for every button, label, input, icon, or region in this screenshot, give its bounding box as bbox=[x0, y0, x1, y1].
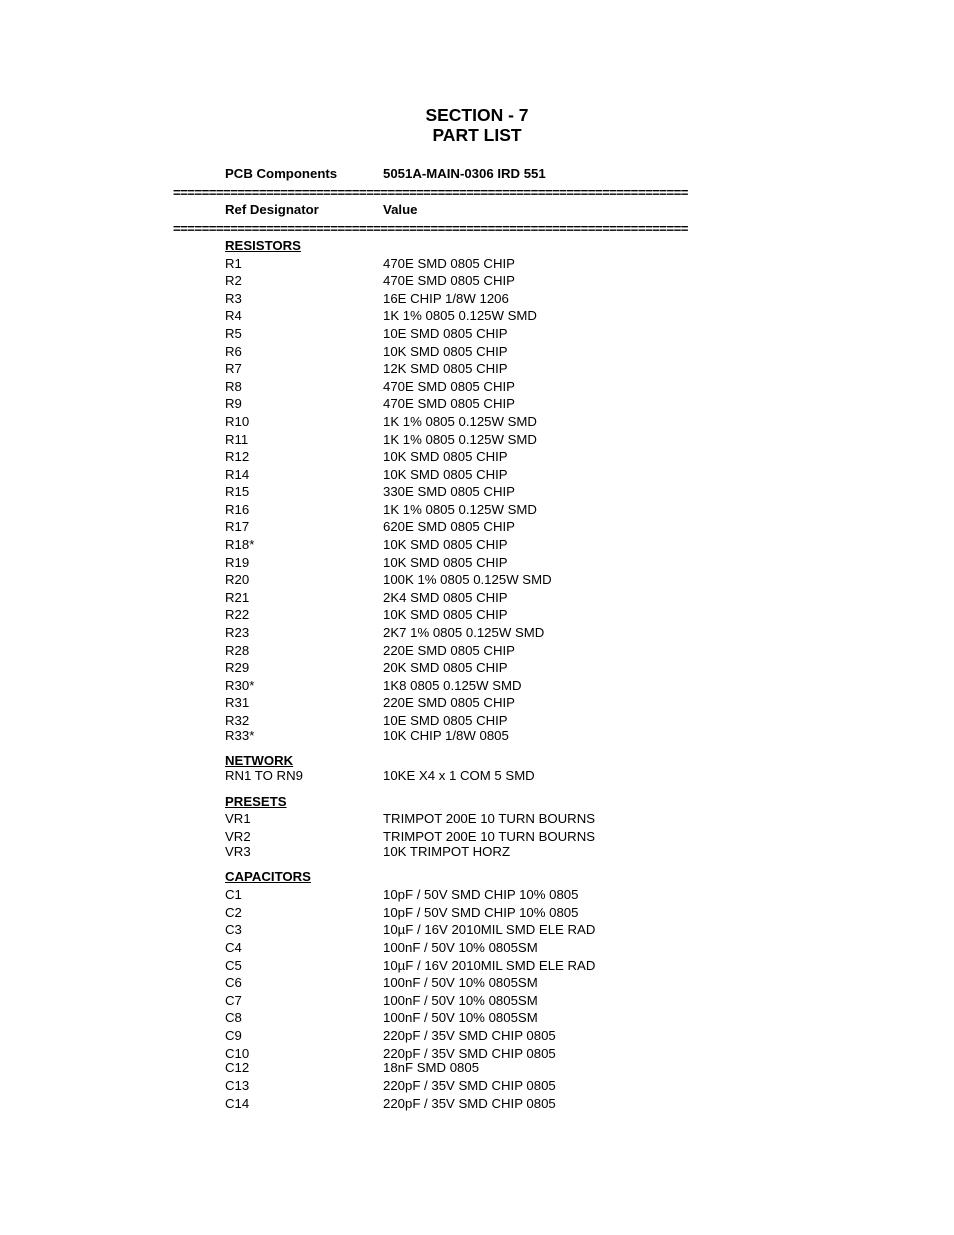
ref-designator: R29 bbox=[225, 660, 250, 675]
ref-designator: R2 bbox=[225, 273, 242, 288]
ref-designator: C7 bbox=[225, 993, 242, 1008]
ref-designator: R8 bbox=[225, 379, 242, 394]
part-value: 220pF / 35V SMD CHIP 0805 bbox=[383, 1046, 556, 1061]
part-value: 470E SMD 0805 CHIP bbox=[383, 273, 515, 288]
ref-designator: R17 bbox=[225, 519, 250, 534]
part-value: 1K8 0805 0.125W SMD bbox=[383, 678, 522, 693]
section-title: SECTION - 7 bbox=[425, 105, 529, 125]
ref-designator: C12 bbox=[225, 1060, 250, 1075]
part-value: 470E SMD 0805 CHIP bbox=[383, 256, 515, 271]
part-value: 10E SMD 0805 CHIP bbox=[383, 326, 508, 341]
ref-designator: R22 bbox=[225, 607, 250, 622]
ref-designator: C3 bbox=[225, 922, 242, 937]
ref-designator: R21 bbox=[225, 590, 250, 605]
ref-designator: R19 bbox=[225, 555, 250, 570]
part-value: 220E SMD 0805 CHIP bbox=[383, 643, 515, 658]
part-value: 18nF SMD 0805 bbox=[383, 1060, 480, 1075]
ref-designator-header: Ref Designator bbox=[225, 202, 319, 217]
network-heading: NETWORK bbox=[225, 753, 294, 768]
part-value: 100nF / 50V 10% 0805SM bbox=[383, 1010, 538, 1025]
ref-designator: C8 bbox=[225, 1010, 242, 1025]
part-value: 220pF / 35V SMD CHIP 0805 bbox=[383, 1028, 556, 1043]
ref-designator: R33* bbox=[225, 728, 255, 743]
ref-designator: R20 bbox=[225, 572, 250, 587]
part-value: 1K 1% 0805 0.125W SMD bbox=[383, 432, 537, 447]
part-value: TRIMPOT 200E 10 TURN BOURNS bbox=[383, 829, 596, 844]
ref-designator: RN1 TO RN9 bbox=[225, 768, 303, 783]
ref-designator: C5 bbox=[225, 958, 242, 973]
part-value: 20K SMD 0805 CHIP bbox=[383, 660, 508, 675]
part-value: 10K SMD 0805 CHIP bbox=[383, 344, 508, 359]
part-value: 100nF / 50V 10% 0805SM bbox=[383, 975, 538, 990]
part-value: 10K SMD 0805 CHIP bbox=[383, 537, 508, 552]
part-value: 220pF / 35V SMD CHIP 0805 bbox=[383, 1078, 556, 1093]
ref-designator: C14 bbox=[225, 1096, 250, 1111]
ref-designator: C9 bbox=[225, 1028, 242, 1043]
part-value: 1K 1% 0805 0.125W SMD bbox=[383, 502, 537, 517]
part-value: 100nF / 50V 10% 0805SM bbox=[383, 940, 538, 955]
page-title: PART LIST bbox=[432, 125, 522, 145]
ref-designator: R31 bbox=[225, 695, 250, 710]
part-value: 10K SMD 0805 CHIP bbox=[383, 467, 508, 482]
ref-designator: R28 bbox=[225, 643, 250, 658]
part-value: 12K SMD 0805 CHIP bbox=[383, 361, 508, 376]
part-value: 220pF / 35V SMD CHIP 0805 bbox=[383, 1096, 556, 1111]
ref-designator: R3 bbox=[225, 291, 242, 306]
part-value: TRIMPOT 200E 10 TURN BOURNS bbox=[383, 811, 596, 826]
ref-designator: VR2 bbox=[225, 829, 251, 844]
part-value: 10K TRIMPOT HORZ bbox=[383, 844, 511, 859]
ref-designator: R4 bbox=[225, 308, 242, 323]
part-value: 10K SMD 0805 CHIP bbox=[383, 555, 508, 570]
value-header: Value bbox=[383, 202, 418, 217]
part-value: 100nF / 50V 10% 0805SM bbox=[383, 993, 538, 1008]
ref-designator: C10 bbox=[225, 1046, 250, 1061]
part-value: 10pF / 50V SMD CHIP 10% 0805 bbox=[383, 905, 579, 920]
ref-designator: C13 bbox=[225, 1078, 250, 1093]
part-value: 10µF / 16V 2010MIL SMD ELE RAD bbox=[383, 922, 596, 937]
presets-heading: PRESETS bbox=[225, 794, 287, 809]
part-value: 10pF / 50V SMD CHIP 10% 0805 bbox=[383, 887, 579, 902]
ref-designator: R18* bbox=[225, 537, 255, 552]
ref-designator: R16 bbox=[225, 502, 250, 517]
ref-designator: C1 bbox=[225, 887, 242, 902]
part-value: 10K CHIP 1/8W 0805 bbox=[383, 728, 509, 743]
separator-rule: ======================================================================== bbox=[173, 222, 688, 236]
ref-designator: R7 bbox=[225, 361, 242, 376]
ref-designator: R11 bbox=[225, 432, 249, 447]
part-value: 620E SMD 0805 CHIP bbox=[383, 519, 515, 534]
part-value: 1K 1% 0805 0.125W SMD bbox=[383, 414, 537, 429]
ref-designator: R10 bbox=[225, 414, 250, 429]
part-value: 10KE X4 x 1 COM 5 SMD bbox=[383, 768, 535, 783]
ref-designator: R32 bbox=[225, 713, 250, 728]
part-value: 220E SMD 0805 CHIP bbox=[383, 695, 515, 710]
ref-designator: C4 bbox=[225, 940, 242, 955]
ref-designator: R1 bbox=[225, 256, 242, 271]
ref-designator: R30* bbox=[225, 678, 255, 693]
ref-designator: C2 bbox=[225, 905, 242, 920]
separator-rule: ======================================================================== bbox=[173, 186, 688, 200]
part-value: 470E SMD 0805 CHIP bbox=[383, 379, 515, 394]
part-value: 1K 1% 0805 0.125W SMD bbox=[383, 308, 537, 323]
part-value: 2K4 SMD 0805 CHIP bbox=[383, 590, 508, 605]
ref-designator: VR3 bbox=[225, 844, 251, 859]
resistors-heading: RESISTORS bbox=[225, 238, 301, 253]
part-value: 10K SMD 0805 CHIP bbox=[383, 607, 508, 622]
ref-designator: R23 bbox=[225, 625, 250, 640]
part-value: 470E SMD 0805 CHIP bbox=[383, 396, 515, 411]
ref-designator: R14 bbox=[225, 467, 250, 482]
part-value: 100K 1% 0805 0.125W SMD bbox=[383, 572, 552, 587]
capacitors-heading: CAPACITORS bbox=[225, 869, 311, 884]
part-value: 16E CHIP 1/8W 1206 bbox=[383, 291, 509, 306]
ref-designator: R6 bbox=[225, 344, 242, 359]
part-value: 10K SMD 0805 CHIP bbox=[383, 449, 508, 464]
ref-designator: VR1 bbox=[225, 811, 251, 826]
ref-designator: C6 bbox=[225, 975, 242, 990]
part-value: 2K7 1% 0805 0.125W SMD bbox=[383, 625, 545, 640]
pcb-components-label: PCB Components bbox=[225, 166, 338, 181]
ref-designator: R5 bbox=[225, 326, 242, 341]
part-value: 10µF / 16V 2010MIL SMD ELE RAD bbox=[383, 958, 596, 973]
pcb-components-value: 5051A-MAIN-0306 IRD 551 bbox=[383, 166, 546, 181]
ref-designator: R15 bbox=[225, 484, 250, 499]
part-value: 330E SMD 0805 CHIP bbox=[383, 484, 515, 499]
ref-designator: R12 bbox=[225, 449, 250, 464]
part-value: 10E SMD 0805 CHIP bbox=[383, 713, 508, 728]
ref-designator: R9 bbox=[225, 396, 242, 411]
